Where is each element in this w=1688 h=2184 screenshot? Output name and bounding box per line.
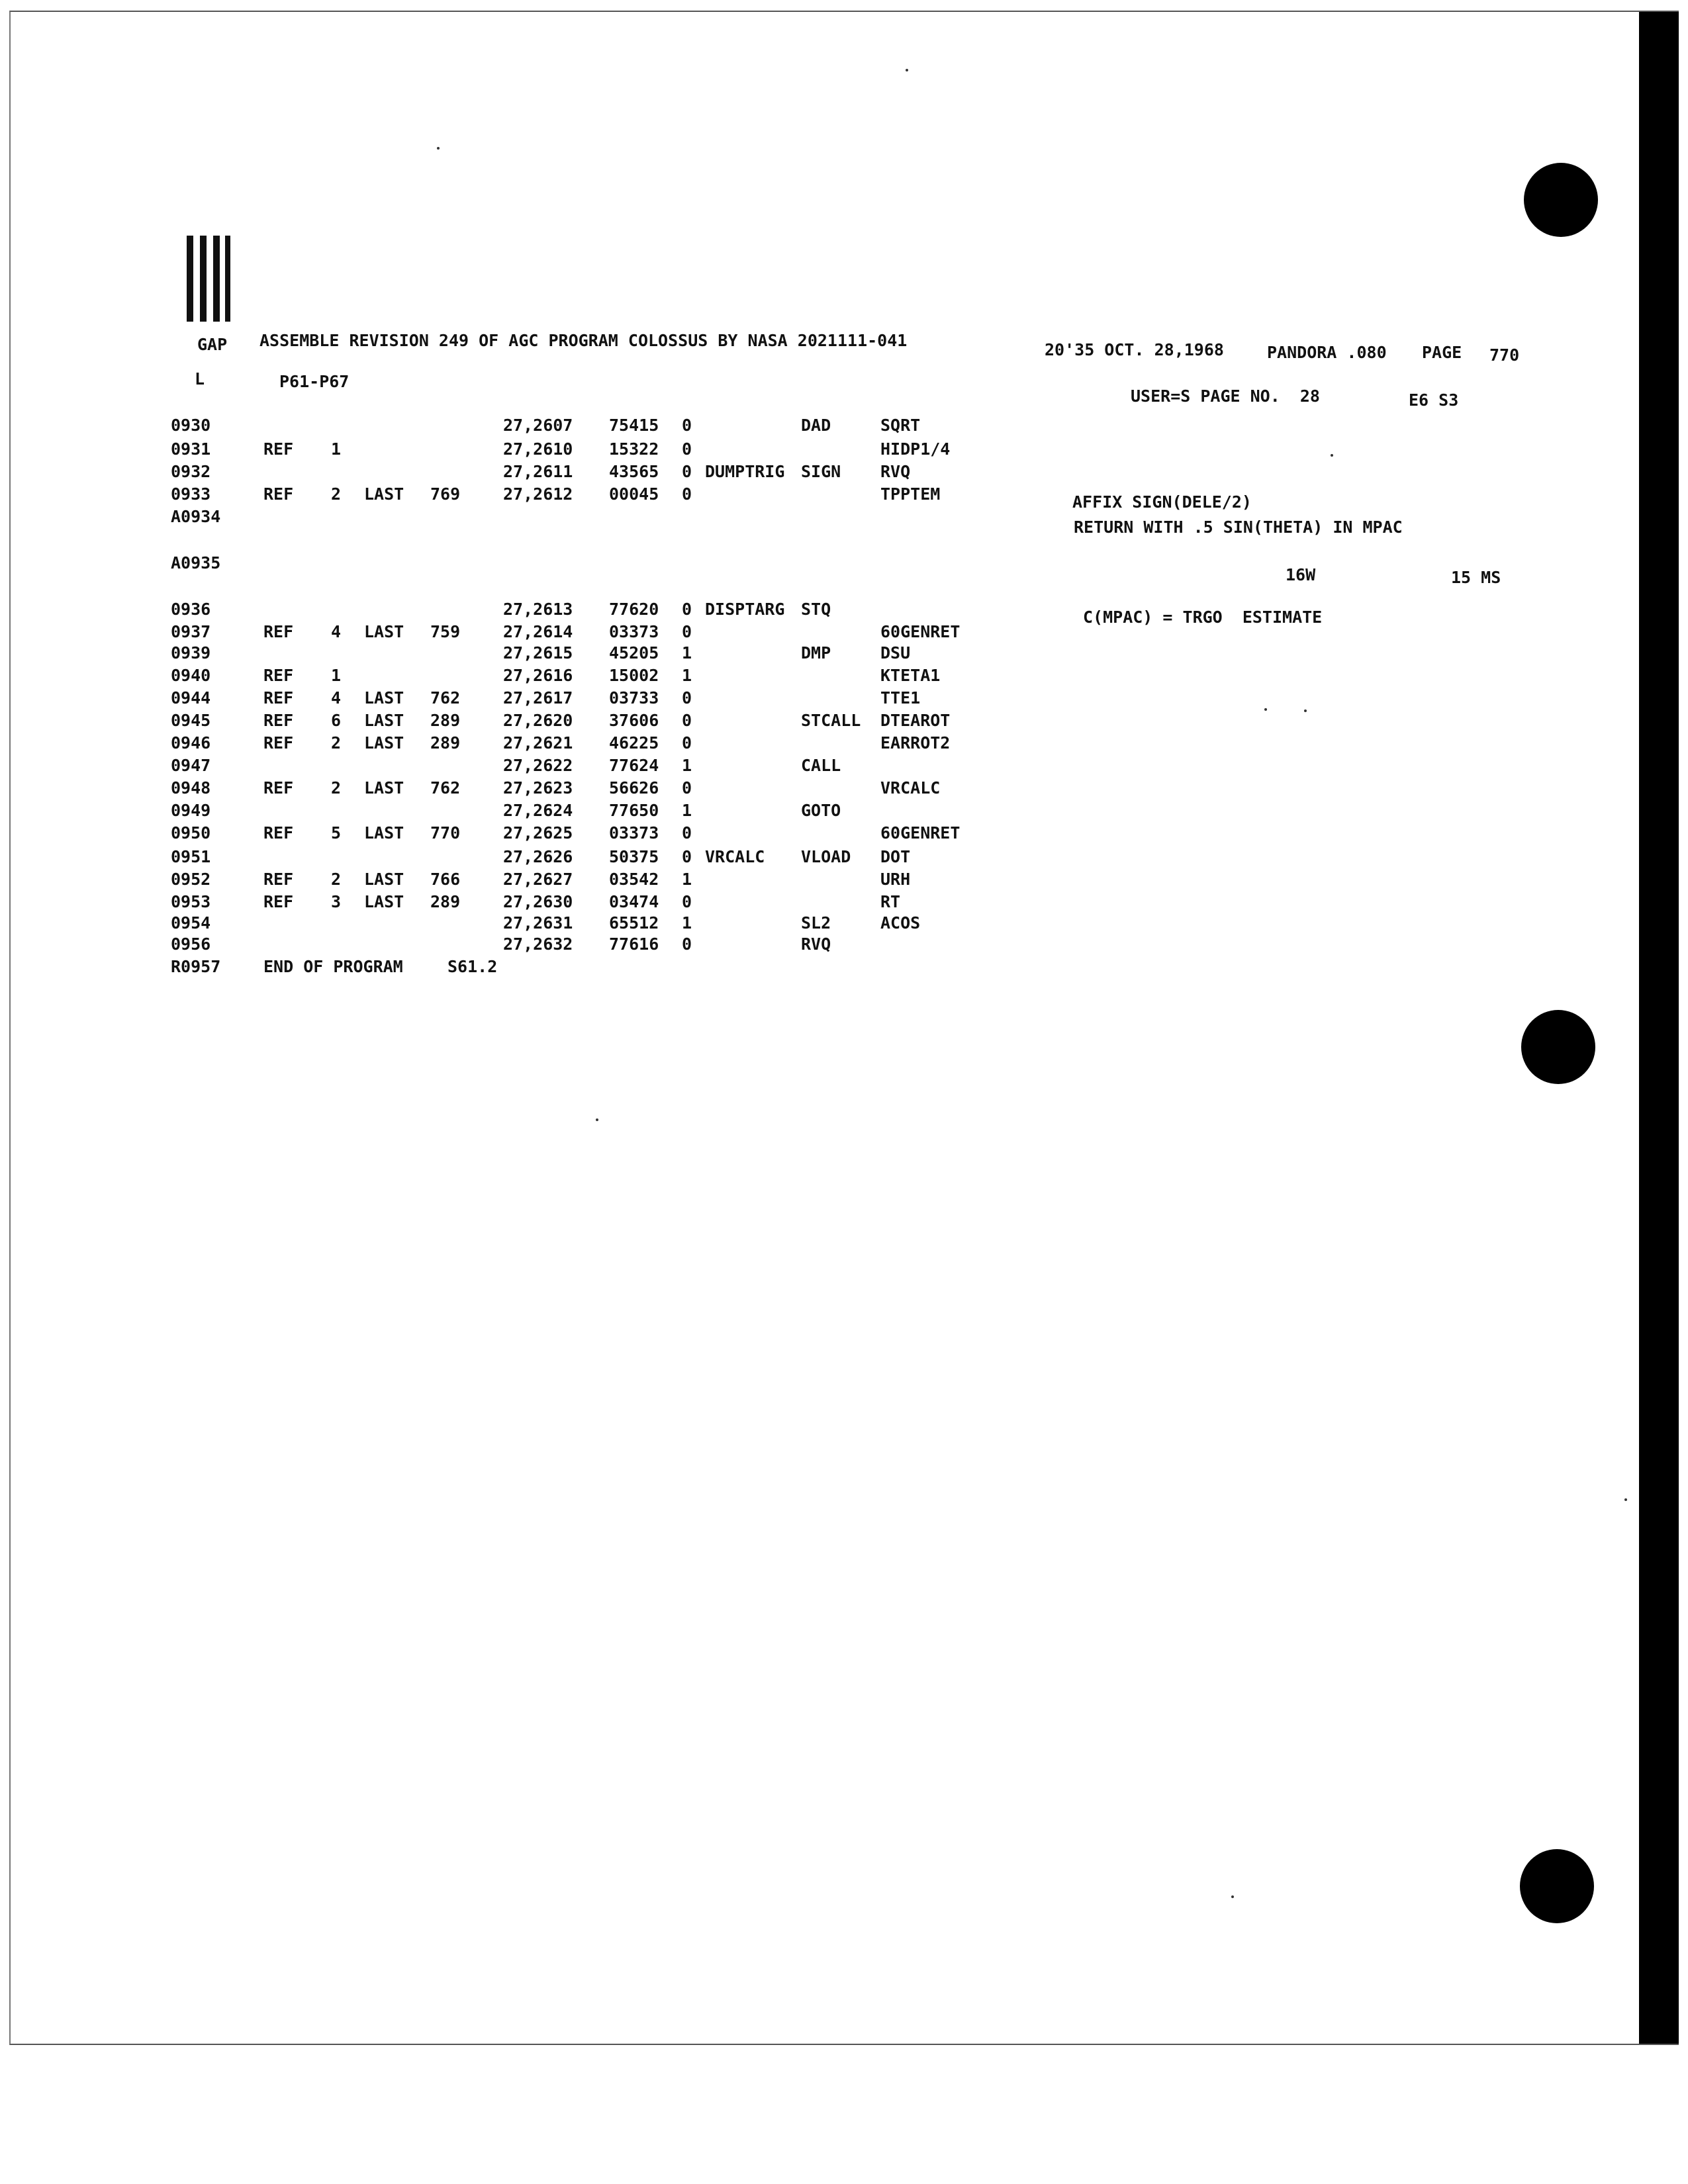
punch-hole-middle bbox=[1521, 1010, 1595, 1084]
line-last: LAST bbox=[364, 688, 404, 707]
line-last: LAST bbox=[364, 778, 404, 797]
line-operand: RT bbox=[880, 892, 901, 911]
line-label: VRCALC bbox=[705, 847, 765, 866]
line-ref: REF bbox=[263, 823, 294, 842]
line-ref: REF bbox=[263, 666, 294, 685]
line-no: R0957 bbox=[171, 957, 221, 976]
line-flag: 1 bbox=[682, 666, 692, 685]
line-operand: TTE1 bbox=[880, 688, 921, 707]
comment-cmpac: C(MPAC) = TRGO ESTIMATE bbox=[1083, 608, 1323, 627]
line-addr: 27,2632 bbox=[503, 934, 573, 954]
listing-line bbox=[0, 778, 1688, 801]
line-no: 0951 bbox=[171, 847, 211, 866]
line-flag: 0 bbox=[682, 462, 692, 481]
listing-line bbox=[0, 847, 1688, 870]
line-flag: 0 bbox=[682, 847, 692, 866]
comment-return: RETURN WITH .5 SIN(THETA) IN MPAC bbox=[1074, 518, 1403, 537]
line-addr: 27,2623 bbox=[503, 778, 573, 797]
line-lnum: 762 bbox=[430, 688, 461, 707]
line-flag: 0 bbox=[682, 823, 692, 842]
header-pandora: PANDORA .080 bbox=[1267, 343, 1387, 362]
line-code: 77616 bbox=[609, 934, 659, 954]
line-op: DAD bbox=[801, 416, 831, 435]
line-code: 15322 bbox=[609, 439, 659, 459]
line-flag: 1 bbox=[682, 643, 692, 662]
line-no: 0952 bbox=[171, 870, 211, 889]
line-no: A0935 bbox=[171, 553, 221, 572]
printout-sheet bbox=[9, 11, 1679, 2045]
line-addr: 27,2613 bbox=[503, 600, 573, 619]
line-n: 4 bbox=[331, 688, 342, 707]
header-title: ASSEMBLE REVISION 249 OF AGC PROGRAM COLOSSUS BY NASA 2021111-041 bbox=[259, 331, 908, 350]
listing-line bbox=[0, 801, 1688, 823]
line-addr: 27,2620 bbox=[503, 711, 573, 730]
listing-line bbox=[0, 756, 1688, 778]
line-op: SL2 bbox=[801, 913, 831, 933]
line-no: 0945 bbox=[171, 711, 211, 730]
comment-affix-sign: AFFIX SIGN(DELE/2) bbox=[1072, 492, 1252, 512]
line-code: 03542 bbox=[609, 870, 659, 889]
line-lnum: 289 bbox=[430, 711, 461, 730]
line-addr: 27,2612 bbox=[503, 484, 573, 504]
line-no: 0953 bbox=[171, 892, 211, 911]
line-lnum: 766 bbox=[430, 870, 461, 889]
line-code: 00045 bbox=[609, 484, 659, 504]
header-prefix: GAP bbox=[197, 335, 228, 354]
line-addr: 27,2622 bbox=[503, 756, 573, 775]
paper-speck bbox=[906, 69, 908, 71]
line-n: 3 bbox=[331, 892, 342, 911]
line-no: 0932 bbox=[171, 462, 211, 481]
line-lnum: 770 bbox=[430, 823, 461, 842]
line-extra: S61.2 bbox=[447, 957, 498, 976]
line-no: 0944 bbox=[171, 688, 211, 707]
line-code: 46225 bbox=[609, 733, 659, 752]
line-flag: 0 bbox=[682, 892, 692, 911]
line-op: CALL bbox=[801, 756, 841, 775]
line-addr: 27,2617 bbox=[503, 688, 573, 707]
paper-speck bbox=[1304, 709, 1307, 712]
line-ref: REF bbox=[263, 778, 294, 797]
header-page-number: 770 bbox=[1489, 345, 1520, 365]
listing-line bbox=[0, 733, 1688, 756]
listing-line bbox=[0, 823, 1688, 846]
line-operand: ACOS bbox=[880, 913, 921, 933]
listing-line bbox=[0, 913, 1688, 936]
line-last: LAST bbox=[364, 870, 404, 889]
line-op: RVQ bbox=[801, 934, 831, 954]
line-n: 5 bbox=[331, 823, 342, 842]
listing-line bbox=[0, 622, 1688, 645]
listing-line bbox=[0, 439, 1688, 462]
line-last: LAST bbox=[364, 622, 404, 641]
listing-line bbox=[0, 892, 1688, 915]
line-addr: 27,2610 bbox=[503, 439, 573, 459]
line-code: 77620 bbox=[609, 600, 659, 619]
line-operand: DTEAROT bbox=[880, 711, 951, 730]
line-n: 4 bbox=[331, 622, 342, 641]
line-lnum: 759 bbox=[430, 622, 461, 641]
line-op: STCALL bbox=[801, 711, 861, 730]
line-op: STQ bbox=[801, 600, 831, 619]
line-operand: SQRT bbox=[880, 416, 921, 435]
line-operand: URH bbox=[880, 870, 911, 889]
line-op: DMP bbox=[801, 643, 831, 662]
line-label: DUMPTRIG bbox=[705, 462, 785, 481]
line-operand: VRCALC bbox=[880, 778, 941, 797]
line-n: 1 bbox=[331, 439, 342, 459]
paper-speck bbox=[1624, 1498, 1627, 1501]
section-letter: L bbox=[195, 369, 205, 388]
line-addr: 27,2607 bbox=[503, 416, 573, 435]
line-no: 0933 bbox=[171, 484, 211, 504]
line-flag: 0 bbox=[682, 688, 692, 707]
line-code: 03474 bbox=[609, 892, 659, 911]
line-last: LAST bbox=[364, 733, 404, 752]
line-flag: 1 bbox=[682, 756, 692, 775]
line-ref: REF bbox=[263, 484, 294, 504]
listing-line bbox=[0, 462, 1688, 484]
punch-hole-bottom bbox=[1520, 1849, 1594, 1923]
line-op: VLOAD bbox=[801, 847, 851, 866]
line-addr: 27,2631 bbox=[503, 913, 573, 933]
line-lnum: 289 bbox=[430, 733, 461, 752]
line-operand: HIDP1/4 bbox=[880, 439, 951, 459]
line-no: 0936 bbox=[171, 600, 211, 619]
line-operand: TPPTEM bbox=[880, 484, 941, 504]
line-ref: END OF PROGRAM bbox=[263, 957, 403, 976]
listing-line bbox=[0, 484, 1688, 507]
line-no: 0939 bbox=[171, 643, 211, 662]
paper-speck bbox=[1264, 708, 1267, 711]
line-flag: 0 bbox=[682, 733, 692, 752]
line-ref: REF bbox=[263, 892, 294, 911]
line-operand: 60GENRET bbox=[880, 622, 961, 641]
line-code: 56626 bbox=[609, 778, 659, 797]
page-mark-bars bbox=[187, 236, 236, 322]
punch-hole-top bbox=[1524, 163, 1598, 237]
timing-ms: 15 MS bbox=[1451, 568, 1501, 587]
line-flag: 0 bbox=[682, 778, 692, 797]
line-n: 1 bbox=[331, 666, 342, 685]
line-last: LAST bbox=[364, 823, 404, 842]
line-flag: 0 bbox=[682, 439, 692, 459]
line-operand: DSU bbox=[880, 643, 911, 662]
listing-line bbox=[0, 553, 1688, 576]
line-addr: 27,2630 bbox=[503, 892, 573, 911]
line-flag: 0 bbox=[682, 416, 692, 435]
line-code: 37606 bbox=[609, 711, 659, 730]
section-name: P61-P67 bbox=[279, 372, 350, 391]
line-no: 0948 bbox=[171, 778, 211, 797]
line-operand: EARROT2 bbox=[880, 733, 951, 752]
line-code: 03373 bbox=[609, 622, 659, 641]
line-no: 0937 bbox=[171, 622, 211, 641]
paper-speck bbox=[596, 1118, 598, 1121]
listing-line bbox=[0, 507, 1688, 529]
line-code: 65512 bbox=[609, 913, 659, 933]
line-flag: 0 bbox=[682, 600, 692, 619]
right-edge-shadow bbox=[1639, 12, 1679, 2044]
line-n: 2 bbox=[331, 484, 342, 504]
bank-code: E6 S3 bbox=[1409, 390, 1459, 410]
line-no: 0956 bbox=[171, 934, 211, 954]
line-ref: REF bbox=[263, 733, 294, 752]
line-flag: 1 bbox=[682, 913, 692, 933]
header-page-label: PAGE bbox=[1422, 343, 1462, 362]
line-lnum: 762 bbox=[430, 778, 461, 797]
line-addr: 27,2614 bbox=[503, 622, 573, 641]
listing-line bbox=[0, 600, 1688, 622]
line-ref: REF bbox=[263, 870, 294, 889]
line-n: 2 bbox=[331, 778, 342, 797]
line-last: LAST bbox=[364, 484, 404, 504]
line-no: 0947 bbox=[171, 756, 211, 775]
line-flag: 0 bbox=[682, 934, 692, 954]
line-ref: REF bbox=[263, 439, 294, 459]
line-lnum: 769 bbox=[430, 484, 461, 504]
listing-line bbox=[0, 870, 1688, 892]
listing-line bbox=[0, 666, 1688, 688]
line-addr: 27,2624 bbox=[503, 801, 573, 820]
listing-line bbox=[0, 688, 1688, 711]
header-timestamp: 20'35 OCT. 28,1968 bbox=[1045, 340, 1224, 359]
line-ref: REF bbox=[263, 688, 294, 707]
line-code: 75415 bbox=[609, 416, 659, 435]
line-code: 03373 bbox=[609, 823, 659, 842]
line-no: 0949 bbox=[171, 801, 211, 820]
listing-line bbox=[0, 643, 1688, 666]
line-code: 50375 bbox=[609, 847, 659, 866]
line-ref: REF bbox=[263, 622, 294, 641]
line-flag: 1 bbox=[682, 870, 692, 889]
line-no: A0934 bbox=[171, 507, 221, 526]
listing-line bbox=[0, 934, 1688, 957]
line-operand: DOT bbox=[880, 847, 911, 866]
line-n: 6 bbox=[331, 711, 342, 730]
line-code: 77624 bbox=[609, 756, 659, 775]
paper-speck bbox=[1331, 454, 1333, 457]
line-addr: 27,2627 bbox=[503, 870, 573, 889]
line-last: LAST bbox=[364, 711, 404, 730]
paper-speck bbox=[437, 147, 440, 150]
users-page-number: USER=S PAGE NO. 28 bbox=[1131, 387, 1320, 406]
listing-line bbox=[0, 957, 1688, 979]
line-no: 0946 bbox=[171, 733, 211, 752]
line-no: 0940 bbox=[171, 666, 211, 685]
line-addr: 27,2626 bbox=[503, 847, 573, 866]
listing-line bbox=[0, 416, 1688, 438]
line-code: 77650 bbox=[609, 801, 659, 820]
line-addr: 27,2616 bbox=[503, 666, 573, 685]
line-flag: 0 bbox=[682, 484, 692, 504]
line-addr: 27,2611 bbox=[503, 462, 573, 481]
line-code: 45205 bbox=[609, 643, 659, 662]
line-code: 43565 bbox=[609, 462, 659, 481]
line-code: 03733 bbox=[609, 688, 659, 707]
line-addr: 27,2625 bbox=[503, 823, 573, 842]
line-addr: 27,2621 bbox=[503, 733, 573, 752]
line-lnum: 289 bbox=[430, 892, 461, 911]
line-n: 2 bbox=[331, 870, 342, 889]
line-no: 0930 bbox=[171, 416, 211, 435]
timing-words: 16W bbox=[1286, 565, 1316, 584]
line-op: SIGN bbox=[801, 462, 841, 481]
line-operand: KTETA1 bbox=[880, 666, 941, 685]
line-flag: 0 bbox=[682, 622, 692, 641]
line-ref: REF bbox=[263, 711, 294, 730]
line-no: 0931 bbox=[171, 439, 211, 459]
line-code: 15002 bbox=[609, 666, 659, 685]
line-no: 0954 bbox=[171, 913, 211, 933]
line-operand: 60GENRET bbox=[880, 823, 961, 842]
line-no: 0950 bbox=[171, 823, 211, 842]
line-flag: 1 bbox=[682, 801, 692, 820]
paper-speck bbox=[1231, 1895, 1234, 1898]
line-last: LAST bbox=[364, 892, 404, 911]
listing-line bbox=[0, 711, 1688, 733]
line-operand: RVQ bbox=[880, 462, 911, 481]
line-label: DISPTARG bbox=[705, 600, 785, 619]
line-n: 2 bbox=[331, 733, 342, 752]
line-flag: 0 bbox=[682, 711, 692, 730]
line-op: GOTO bbox=[801, 801, 841, 820]
line-addr: 27,2615 bbox=[503, 643, 573, 662]
